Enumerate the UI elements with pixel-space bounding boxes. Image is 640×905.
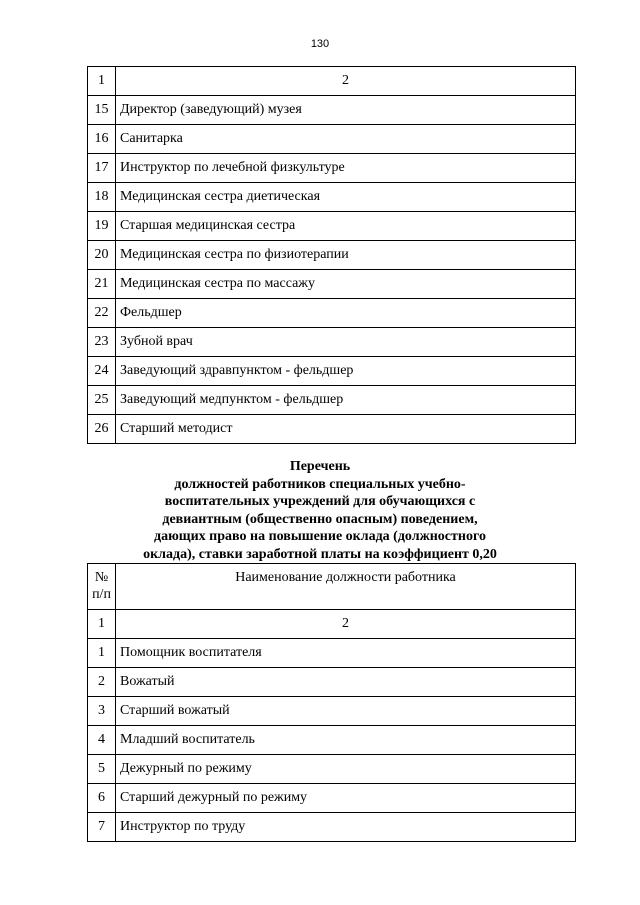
position-name: Медицинская сестра по массажу xyxy=(116,270,576,299)
heading-line: Перечень xyxy=(289,459,351,474)
position-column-title: Наименование должности работника xyxy=(116,564,576,610)
column-name-header: 2 xyxy=(116,67,576,96)
table-row xyxy=(88,212,576,241)
position-name: Зубной врач xyxy=(116,328,576,357)
position-name: Инструктор по труду xyxy=(116,813,576,842)
table-row xyxy=(88,784,576,813)
table-row xyxy=(88,241,576,270)
row-number: 16 xyxy=(88,125,116,154)
positions-table-special-institutions xyxy=(87,563,576,842)
row-number: 23 xyxy=(88,328,116,357)
position-name: Инструктор по лечебной физкультуре xyxy=(116,154,576,183)
position-name: Директор (заведующий) музея xyxy=(116,96,576,125)
position-name: Помощник воспитателя xyxy=(116,639,576,668)
table-row xyxy=(88,125,576,154)
row-number: 15 xyxy=(88,96,116,125)
row-number: 19 xyxy=(88,212,116,241)
row-number: 25 xyxy=(88,386,116,415)
heading-line: оклада), ставки заработной платы на коэффициент 0,20 xyxy=(143,546,497,562)
position-name: Медицинская сестра диетическая xyxy=(116,183,576,212)
heading-line: должностей работников специальных учебно- xyxy=(174,476,466,492)
table-row xyxy=(88,357,576,386)
position-name: Старший дежурный по режиму xyxy=(116,784,576,813)
table-header-row xyxy=(88,610,576,639)
table-row xyxy=(88,386,576,415)
heading-line: девиантным (общественно опасным) поведением, xyxy=(162,511,478,527)
position-name: Заведующий здравпунктом - фельдшер xyxy=(116,357,576,386)
table-row xyxy=(88,697,576,726)
table-row xyxy=(88,639,576,668)
table-row xyxy=(88,154,576,183)
position-name: Санитарка xyxy=(116,125,576,154)
heading-line: воспитательных учреждений для обучающихся с xyxy=(164,494,476,509)
table-row xyxy=(88,668,576,697)
table-row xyxy=(88,813,576,842)
position-name: Заведующий медпунктом - фельдшер xyxy=(116,386,576,415)
row-number: 4 xyxy=(88,726,116,755)
table-column-titles xyxy=(88,564,576,610)
table-row xyxy=(88,726,576,755)
position-name: Вожатый xyxy=(116,668,576,697)
row-number: 5 xyxy=(88,755,116,784)
column-name-header: 2 xyxy=(116,610,576,639)
table-row xyxy=(88,328,576,357)
position-name: Фельдшер xyxy=(116,299,576,328)
position-name: Дежурный по режиму xyxy=(116,755,576,784)
positions-table-continued xyxy=(87,66,576,444)
row-number: 26 xyxy=(88,415,116,444)
section-heading xyxy=(0,458,640,563)
row-number: 22 xyxy=(88,299,116,328)
position-name: Старшая медицинская сестра xyxy=(116,212,576,241)
position-name: Старший методист xyxy=(116,415,576,444)
table-row xyxy=(88,96,576,125)
row-number: 6 xyxy=(88,784,116,813)
heading-line: дающих право на повышение оклада (должностного xyxy=(154,529,486,544)
table-row xyxy=(88,183,576,212)
page-number: 130 xyxy=(310,38,330,50)
number-column-title: № п/п xyxy=(88,564,116,610)
table-header-row xyxy=(88,67,576,96)
row-number: 3 xyxy=(88,697,116,726)
table-row xyxy=(88,270,576,299)
table-row xyxy=(88,299,576,328)
table-row xyxy=(88,415,576,444)
table-row xyxy=(88,755,576,784)
position-name: Младший воспитатель xyxy=(116,726,576,755)
column-number-header: 1 xyxy=(88,610,116,639)
row-number: 1 xyxy=(88,639,116,668)
column-number-header: 1 xyxy=(88,67,116,96)
row-number: 7 xyxy=(88,813,116,842)
row-number: 24 xyxy=(88,357,116,386)
row-number: 18 xyxy=(88,183,116,212)
position-name: Медицинская сестра по физиотерапии xyxy=(116,241,576,270)
row-number: 21 xyxy=(88,270,116,299)
row-number: 20 xyxy=(88,241,116,270)
row-number: 17 xyxy=(88,154,116,183)
row-number: 2 xyxy=(88,668,116,697)
position-name: Старший вожатый xyxy=(116,697,576,726)
